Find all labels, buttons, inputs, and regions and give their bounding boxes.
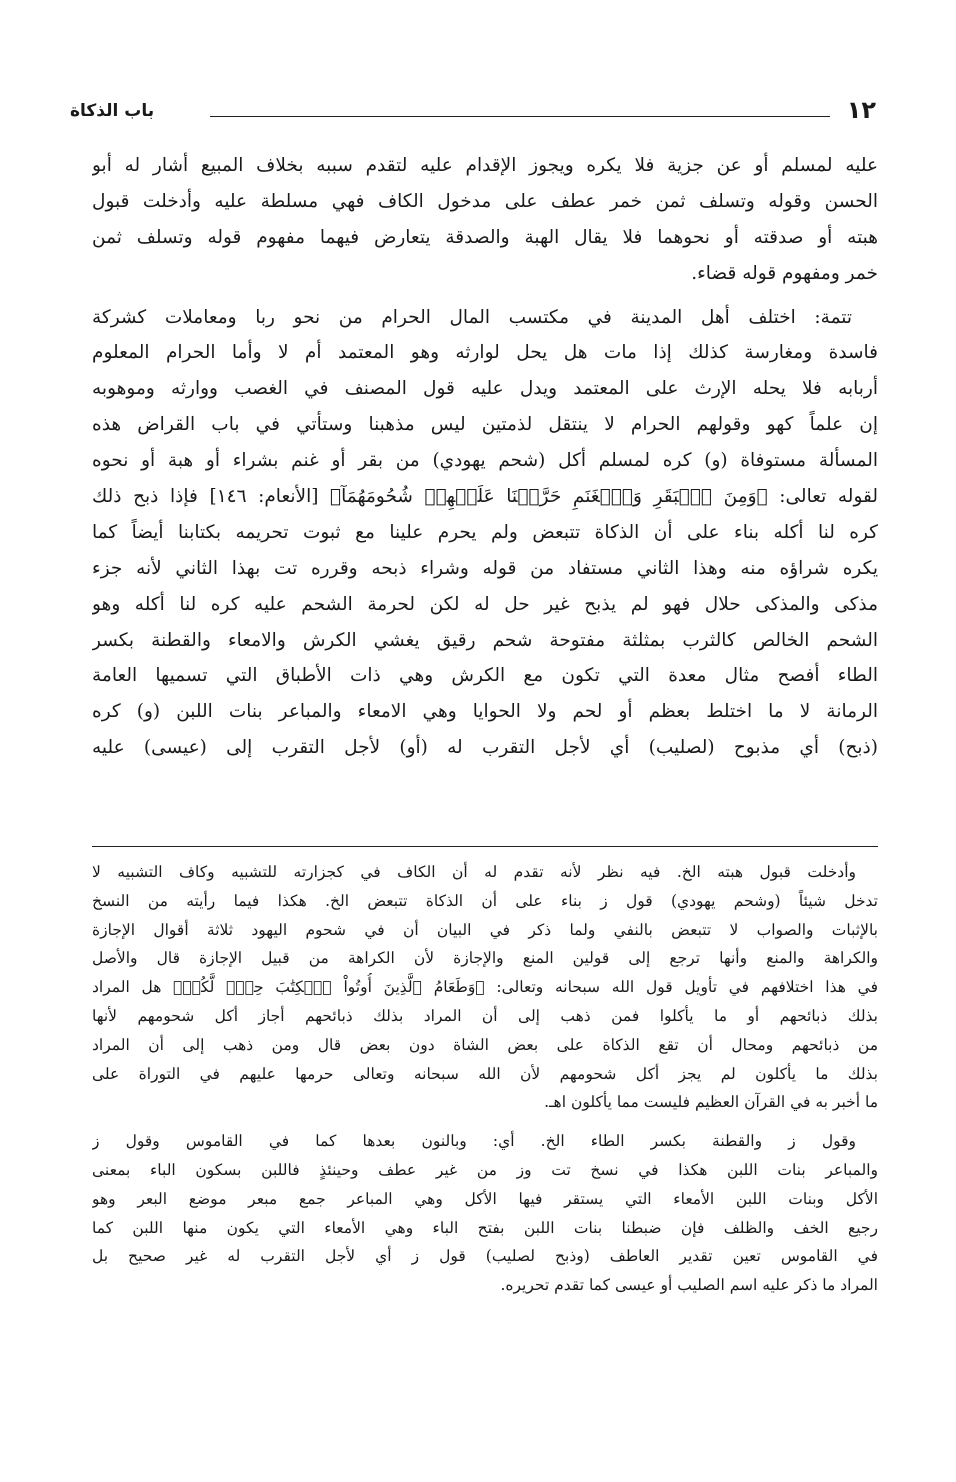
- main-text-line: الرمانة لا ما اختلط بعظم أو لحم ولا الحوايا وهي الامعاء والمباعر بنات اللبن (و) كره: [92, 701, 878, 723]
- footnote-gap: [92, 1117, 878, 1127]
- main-text-line: فاسدة ومغارسة كذلك إذا مات هل يحل لوارثه وهو المعتمد أم لا وأما الحرام المعلوم: [92, 342, 878, 364]
- footnote-line: في القاموس تعين تقدير العاطف (وذبح لصليب) قول ز أي لأجل التقرب له غير صحيح بل: [92, 1247, 878, 1266]
- header-rule: [210, 116, 830, 117]
- main-text-line: المسألة مستوفاة (و) كره لمسلم أكل (شحم يهودي) من بقر أو غنم بشراء أو هبة أو نحوه: [92, 450, 878, 472]
- main-text-block: [92, 148, 878, 766]
- main-text-line: خمر ومفهوم قوله قضاء.: [691, 262, 878, 284]
- chapter-title: باب الذكاة: [70, 101, 155, 121]
- footnote-line: رجيع الخف والظلف فإن ضبطنا بنات اللبن بفتح الباء وهي الأمعاء التي يكون منها اللبن كما: [92, 1218, 878, 1237]
- footnote-line: بذلك ما يأكلون لم يجز أكل شحومهم لأن الله سبحانه وتعالى حرمها عليهم في التوراة على: [92, 1064, 878, 1083]
- running-header: [70, 96, 876, 128]
- footnote-line: والكراهة والمنع وأنها ترجع إلى قولين المنع والإجازة لأن الكراهة من قبيل الإجازة قال والأصل: [92, 949, 878, 968]
- footnote-line: بذلك ذبائحهم أو ما يأكلوا فمن ذهب إلى أن المراد بذلك ذبائحهم أجاز أكل شحومهم لأنها: [92, 1006, 878, 1025]
- main-text-line: أربابه فلا يحله الإرث على المعتمد ويدل عليه قول المصنف في الغصب ووارثه وموهوبه: [92, 378, 878, 400]
- main-text-line: لقوله تعالى: ﴿وَمِنَ ٱلۡبَقَرِ وَٱلۡغَنَمِ حَرَّمۡنَا عَلَيۡهِمۡ شُحُومَهُمَآ﴾ [الأنعام: ١٤٦] فإذا ذبح ذلك: [92, 486, 878, 508]
- main-text-line: تتمة: اختلف أهل المدينة في مكتسب المال الحرام من نحو ربا ومعاملات كشركة: [92, 306, 852, 328]
- footnote-line: بالإثبات والصواب لا تتبعض بالنفي ولما ذكر في البيان أن في شحوم اليهود ثلاثة أقوال الإجازة: [92, 920, 878, 939]
- footnote-line: ما أخبر به في القرآن العظيم فليست مما يأكلون اهـ.: [544, 1093, 878, 1112]
- main-text-line: يكره شراؤه منه وهذا الثاني مستفاد من قوله وشراء ذبحه وقرره تت بهذا الثاني لأنه جزء: [92, 557, 878, 579]
- footnote-line: في هذا اختلافهم في تأويل قول الله سبحانه وتعالى: ﴿وَطَعَامُ ٱلَّذِينَ أُوتُواْ ٱلۡكِتَٰبَ حِلّٞ لَّكُمۡ﴾ هل المراد: [92, 978, 878, 997]
- footnote-line: من ذبائحهم ومحال أن تقع الذكاة على بعض الشاة دون بعض قال ومن ذهب إلى أن المراد: [92, 1035, 878, 1054]
- footnote-line: وأدخلت قبول هبته الخ. فيه نظر لأنه تقدم له أن الكاف في كجزارته للتشبيه وكاف التشبيه لا: [92, 863, 856, 881]
- main-text-line: الطاء أفصح مثال معدة التي تكون مع الكرش وهي ذات الأطباق التي تسميها العامة: [92, 665, 878, 687]
- footnotes-block: [92, 858, 878, 1300]
- page-number: ١٢: [846, 96, 876, 124]
- paragraph-gap: [92, 292, 878, 300]
- footnote-line: والمباعر بنات اللبن هكذا في نسخ تت وز من غير عطف وحينئذٍ فاللبن بسكون الباء بمعنى: [92, 1160, 878, 1179]
- main-text-line: الحسن وقوله وتسلف ثمن خمر عطف على مدخول الكاف فهي مسلطة عليه وأدخلت قبول: [92, 190, 878, 212]
- footnote-line: وقول ز والقطنة بكسر الطاء الخ. أي: وبالنون بعدها كما في القاموس وقول ز: [92, 1132, 856, 1151]
- footnote-line: الأكل وبنات اللبن الأمعاء التي يستقر فيها الأكل وهي المباعر جمع مبعر موضع البعر وهو: [92, 1189, 878, 1208]
- main-text-line: كره لنا أكله بناء على أن الذكاة تتبعض ولم يحرم علينا مع ثبوت تحريمه بكتابنا أيضاً كما: [92, 521, 878, 543]
- main-text-line: مذكى والمذكى حلال فهو لم يذبح غير حل له لكن لحرمة الشحم عليه كره لنا أكله وهو: [92, 593, 878, 615]
- footnote-line: المراد ما ذكر عليه اسم الصليب أو عيسى كما تقدم تحريره.: [500, 1276, 878, 1295]
- footnote-separator: [92, 846, 878, 847]
- footnote-line: تدخل شيئاً (وشحم يهودي) قول ز بناء على أن الذكاة تتبعض الخ. هكذا فيما رأيته من النسخ: [92, 891, 878, 910]
- main-text-line: إن علماً كهو وقولهم الحرام لا ينتقل لذمتين ليس مذهبنا وستأتي في باب القراض هذه: [92, 414, 878, 436]
- main-text-line: هبته أو صدقته أو نحوهما فلا يقال الهبة والصدقة يتعارض فيهما مفهوم قوله وتسلف ثمن: [92, 226, 878, 248]
- main-text-line: الشحم الخالص كالثرب بمثلثة مفتوحة شحم رقيق يغشي الكرش والامعاء والقطنة بكسر: [92, 629, 878, 651]
- main-text-line: (ذبح) أي مذبوح (لصليب) أي لأجل التقرب له (أو) لأجل التقرب إلى (عيسى) عليه: [92, 737, 878, 759]
- main-text-line: عليه لمسلم أو عن جزية فلا يكره ويجوز الإقدام عليه لتقدم سببه بخلاف المبيع أشار له أبو: [92, 155, 878, 176]
